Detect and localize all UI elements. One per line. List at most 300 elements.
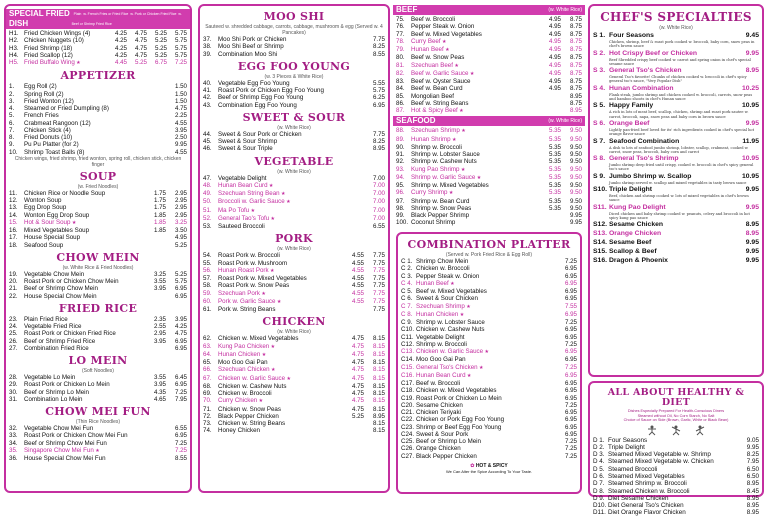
menu-item bbox=[401, 438, 577, 445]
item-number: 57. bbox=[203, 275, 212, 282]
chef-special-item bbox=[593, 138, 759, 146]
item-price: 7.75 bbox=[372, 266, 385, 274]
item-price: 9.05 bbox=[746, 436, 759, 444]
item-price-pint: 2.55 bbox=[153, 323, 166, 330]
item-name: Diet Orange Flavor Chicken bbox=[608, 509, 686, 517]
item-name: Orange Chicken bbox=[416, 445, 461, 453]
item-price: 7.00 bbox=[372, 198, 385, 206]
menu-item bbox=[9, 83, 187, 90]
item-number: S13. bbox=[593, 230, 607, 238]
item-number: C 9. bbox=[401, 319, 413, 326]
item-number: 87. bbox=[396, 107, 405, 114]
item-price: 7.00 bbox=[372, 214, 385, 222]
item-name: Beef or Shrimp Lo Mein bbox=[416, 438, 481, 445]
item-price: 6.95 bbox=[564, 295, 577, 303]
item-price-pint: 4.55 bbox=[351, 297, 364, 305]
menu-item bbox=[203, 190, 385, 198]
item-price: 9.50 bbox=[569, 127, 582, 135]
item-number: C25. bbox=[401, 438, 415, 445]
item-name: Hunan Shrimp ★ bbox=[411, 136, 540, 144]
item-price: 4.75 bbox=[134, 51, 147, 59]
menu-item bbox=[203, 366, 385, 374]
item-price: 1.50 bbox=[174, 83, 187, 91]
item-number: S 5. bbox=[593, 102, 606, 110]
item-name: Shrimp w. Snow Peas bbox=[411, 204, 472, 212]
item-name: General Tso's Chicken ★ bbox=[416, 364, 556, 372]
item-name: Chicken w. Garlic Sauce ★ bbox=[416, 348, 556, 356]
item-price: 6.95 bbox=[174, 285, 187, 293]
item-price: 7.25 bbox=[564, 445, 577, 453]
item-price: 6.95 bbox=[564, 430, 577, 438]
item-number: D11. bbox=[593, 509, 606, 517]
item-number: 25. bbox=[9, 330, 18, 338]
item-name: Vegetable Chow Mei Fun bbox=[24, 425, 94, 432]
item-name: Mixed Vegetables Soup bbox=[24, 227, 90, 234]
item-price: 8.95 bbox=[746, 502, 759, 510]
item-price: 6.95 bbox=[564, 371, 577, 379]
item-price: 7.95 bbox=[746, 458, 759, 466]
moo-shi-list bbox=[203, 36, 385, 58]
item-description: Beef, chicken and shrimp cooked w. lots of mixed vegetables in chef's brown sauce bbox=[609, 194, 749, 203]
item-description: Chicken, shrimp, beef & roast pork cooked w. broccoli, baby corn, snow peas in chef's brown sauce bbox=[609, 40, 755, 49]
soup-title: SOUP bbox=[79, 169, 117, 183]
item-number: S 3. bbox=[593, 67, 606, 75]
seafood-title: SEAFOOD bbox=[396, 116, 436, 126]
item-price: 7.25 bbox=[564, 438, 577, 445]
menu-item bbox=[9, 91, 187, 98]
item-name: General Tso's Chicken bbox=[609, 67, 682, 75]
item-price-pint: 4.95 bbox=[548, 54, 561, 62]
chow-mei-fun-title: CHOW MEI FUN bbox=[45, 405, 151, 418]
item-name: Triple Delight bbox=[609, 186, 653, 194]
item-number: 1. bbox=[9, 83, 15, 91]
item-price: 8.15 bbox=[372, 390, 385, 397]
menu-item bbox=[9, 52, 187, 59]
item-name: Beef or Shrimp Egg Foo Young bbox=[218, 94, 304, 102]
item-price: 8.75 bbox=[569, 85, 582, 93]
item-price: 8.75 bbox=[569, 16, 582, 23]
item-price: 7.25 bbox=[564, 258, 577, 265]
menu-item bbox=[203, 267, 385, 275]
menu-item bbox=[9, 30, 187, 37]
item-price: 8.15 bbox=[372, 366, 385, 374]
item-number: 97. bbox=[396, 197, 405, 205]
diet-item bbox=[593, 488, 759, 495]
item-number: C24. bbox=[401, 430, 415, 438]
item-name: Spring Roll (2) bbox=[24, 90, 64, 98]
menu-item bbox=[9, 374, 187, 381]
item-number: 35. bbox=[9, 446, 18, 454]
healthy-diet-title: ALL ABOUT HEALTHY & DIET bbox=[607, 387, 745, 408]
menu-item bbox=[9, 219, 187, 227]
sweet-sour-title: SWEET & SOUR bbox=[242, 110, 346, 124]
item-name: Beef w. Broccoli bbox=[411, 16, 456, 23]
vegetable-subtitle: (w. White Rice) bbox=[277, 168, 311, 175]
item-name: Vegetable Chow Mein bbox=[24, 270, 85, 278]
item-price-pint: 4.95 bbox=[548, 78, 561, 85]
menu-item bbox=[203, 375, 385, 383]
item-number: 64. bbox=[203, 350, 212, 358]
item-name: Mongolian Beef bbox=[411, 92, 454, 100]
item-number: S 7. bbox=[593, 137, 606, 145]
item-name: Chicken Stick (4) bbox=[24, 126, 71, 134]
item-price-pint: 1.75 bbox=[153, 204, 166, 212]
menu-item bbox=[9, 242, 187, 249]
item-number: H1. bbox=[9, 30, 19, 37]
item-number: C13. bbox=[401, 348, 415, 355]
item-number: 24. bbox=[9, 323, 18, 330]
menu-item bbox=[396, 158, 582, 165]
combination-platter-subtitle: (Served w. Pork Fried Rice & Egg Roll) bbox=[445, 252, 533, 258]
item-name: Fried Buffalo Wing ★ bbox=[24, 59, 107, 67]
item-name: Hunan Chicken ★ bbox=[416, 311, 556, 319]
item-price-pint: 4.55 bbox=[351, 266, 364, 274]
item-price-pint: 3.95 bbox=[153, 285, 166, 293]
item-price-pint: 4.75 bbox=[351, 397, 364, 405]
item-price: 8.95 bbox=[569, 107, 582, 114]
menu-item bbox=[401, 356, 577, 363]
item-number: 16. bbox=[9, 227, 18, 234]
item-price: 6.75 bbox=[154, 59, 167, 66]
vegetable-list bbox=[203, 175, 385, 231]
menu-item bbox=[203, 282, 385, 289]
healthy-diet-desc-3: Choice of Sauce on Side (Brown, Garlic, White or Black Bean) bbox=[623, 418, 729, 422]
item-name: Hunan Roast Pork ★ bbox=[218, 267, 343, 275]
item-name: Combination Fried Rice bbox=[24, 344, 89, 352]
item-price-pint: 5.35 bbox=[548, 173, 561, 181]
exercise-figure-icon bbox=[693, 425, 707, 435]
item-name: Singapore Chow Mei Fun ★ bbox=[24, 447, 145, 455]
item-number: 95. bbox=[396, 182, 405, 189]
combination-platter-list bbox=[401, 258, 577, 460]
item-name: Chicken w. String Beans bbox=[218, 420, 286, 427]
sweet-sour-subtitle: (w. White Rice) bbox=[277, 124, 311, 131]
item-name: General Tso's Shrimp bbox=[609, 155, 679, 163]
chow-mei-fun-subtitle: (Thin Rice Noodles) bbox=[75, 419, 121, 425]
item-name: Sweet & Sour Pork or Chicken bbox=[218, 130, 302, 138]
item-name: Roast Pork w. Mixed Vegetables bbox=[218, 275, 307, 282]
item-number: C 8. bbox=[401, 310, 413, 318]
item-price: 9.95 bbox=[745, 248, 759, 256]
item-price: 8.95 bbox=[372, 412, 385, 420]
beef-list bbox=[396, 16, 582, 115]
item-description: Jumbo shrimp served w. scallop and mixed vegetables in tasty brown sauce bbox=[609, 180, 747, 185]
item-price-pint: 5.35 bbox=[548, 158, 561, 166]
item-price: 8.75 bbox=[569, 61, 582, 69]
item-name: Steamed Mixed Vegetable w. Chicken bbox=[608, 458, 714, 466]
menu-item bbox=[9, 396, 187, 403]
item-number: 33. bbox=[9, 432, 18, 440]
menu-item bbox=[9, 323, 187, 330]
item-price: 6.55 bbox=[174, 425, 187, 432]
seafood-header bbox=[393, 116, 585, 126]
item-price: 5.75 bbox=[174, 37, 187, 45]
item-price: 8.55 bbox=[372, 50, 385, 58]
item-price: 5.25 bbox=[134, 59, 147, 66]
item-number: 22. bbox=[9, 292, 18, 300]
item-name: Hot Crispy Beef or Chicken bbox=[609, 49, 698, 57]
item-name: Chicken or Pork Egg Foo Young bbox=[416, 416, 505, 424]
item-number: 69. bbox=[203, 390, 212, 397]
item-price-pint: 4.95 bbox=[548, 16, 561, 23]
item-number: 42. bbox=[203, 94, 212, 102]
item-number: C 6. bbox=[401, 295, 413, 303]
item-number: 67. bbox=[203, 374, 212, 382]
column-header: w. French Fries or Fried Rice bbox=[83, 12, 129, 16]
menu-item bbox=[401, 303, 577, 311]
item-number: 3. bbox=[9, 97, 15, 105]
chicken-list bbox=[203, 335, 385, 434]
hot-spicy-text: HOT & SPICY bbox=[475, 462, 508, 469]
item-name: Combination Moo Shi bbox=[218, 50, 278, 58]
chef-specialties-box bbox=[588, 4, 764, 377]
item-name: Roast Pork w. Snow Peas bbox=[218, 282, 290, 290]
item-name: Shrimp w. Lobster Sauce bbox=[411, 151, 480, 158]
hot-spicy-note: We Can Alter the Spice According To Your Taste. bbox=[445, 468, 533, 474]
item-name: Four Seasons bbox=[609, 32, 654, 39]
chef-special-item bbox=[593, 50, 759, 58]
chef-specialties-subtitle: (w. White Rice) bbox=[659, 25, 693, 31]
item-price: 6.95 bbox=[564, 387, 577, 395]
item-price: 7.75 bbox=[372, 306, 385, 313]
item-price-pint: 4.55 bbox=[351, 289, 364, 297]
menu-item bbox=[203, 131, 385, 138]
item-number: C26. bbox=[401, 445, 415, 453]
menu-item bbox=[396, 174, 582, 182]
item-number: 76. bbox=[396, 23, 405, 31]
item-price: 6.95 bbox=[564, 348, 577, 355]
item-price-pint: 4.75 bbox=[351, 374, 364, 382]
item-name: Szechuan Shrimp ★ bbox=[411, 127, 540, 135]
item-price: 9.50 bbox=[569, 197, 582, 205]
item-price: 5.75 bbox=[372, 87, 385, 94]
diet-item bbox=[593, 444, 759, 451]
item-number: 61. bbox=[203, 306, 212, 313]
menu-item bbox=[9, 316, 187, 323]
item-name: Sesame Chicken bbox=[416, 401, 463, 409]
item-price: 6.50 bbox=[746, 472, 759, 480]
item-number: 49. bbox=[203, 190, 212, 197]
pupu-description: Chicken wings, fried shrimp, fried wonton, spring roll, chicken stick, chicken finger bbox=[14, 155, 182, 168]
moo-shi-title: MOO SHI bbox=[263, 10, 325, 23]
item-price-pint: 4.55 bbox=[351, 252, 364, 260]
item-name: Diet General Tso's Chicken bbox=[608, 502, 684, 510]
item-number: 93. bbox=[396, 165, 405, 173]
egg-foo-young-subtitle: (w. 3 Pieces & White Rice) bbox=[264, 73, 324, 80]
item-number: C 4. bbox=[401, 279, 413, 287]
menu-item bbox=[9, 98, 187, 105]
item-name: Beef w. Bean Curd bbox=[411, 85, 463, 93]
menu-item bbox=[9, 447, 187, 455]
item-name: Hot & Spicy Beef ★ bbox=[411, 107, 540, 115]
item-number: 47. bbox=[203, 174, 212, 182]
menu-item bbox=[203, 275, 385, 282]
chow-mein-subtitle: (w. White Rice & Fried Noodles) bbox=[62, 264, 134, 271]
item-description: A dish to lots of seafood jumbo shrimp, lobster, scallop, crabmeat, cooked w. carrot, snow peas, broccoli, baby corn and carrot bbox=[609, 145, 749, 154]
item-number: S16. bbox=[593, 257, 607, 265]
appetizer-title: APPETIZER bbox=[60, 69, 136, 83]
item-price: 2.95 bbox=[174, 189, 187, 197]
item-name: Fried Shrimp (18) bbox=[24, 44, 73, 52]
soup-list bbox=[9, 190, 187, 249]
item-number: 88. bbox=[396, 127, 405, 135]
menu-item bbox=[203, 138, 385, 145]
item-name: Roast Pork w. Mushroom bbox=[218, 259, 288, 267]
diet-item bbox=[593, 509, 759, 516]
menu-item bbox=[9, 455, 187, 462]
item-number: 84. bbox=[396, 85, 405, 93]
item-price: 4.95 bbox=[174, 234, 187, 242]
item-price: 7.25 bbox=[564, 319, 577, 326]
item-number: 70. bbox=[203, 397, 212, 405]
item-name: Wonton Egg Drop Soup bbox=[24, 211, 90, 219]
item-number: 32. bbox=[9, 425, 18, 432]
item-number: D 7. bbox=[593, 480, 605, 488]
chef-special-item bbox=[593, 102, 759, 110]
item-price: 6.95 bbox=[174, 344, 187, 352]
chef-special-item bbox=[593, 186, 759, 194]
item-price: 6.95 bbox=[564, 310, 577, 318]
item-number: 82. bbox=[396, 69, 405, 77]
item-price-pint: 5.35 bbox=[548, 182, 561, 189]
item-name: Chicken w. Garlic Sauce ★ bbox=[218, 375, 343, 383]
item-price: 4.75 bbox=[174, 105, 187, 112]
item-number: 60. bbox=[203, 297, 212, 305]
item-price: 7.55 bbox=[564, 302, 577, 310]
item-name: Roast Pork or Chicken Lo Mein bbox=[24, 381, 110, 389]
item-name: Moo Goo Gai Pan bbox=[416, 356, 466, 364]
item-number: C10. bbox=[401, 326, 415, 334]
item-number: 79. bbox=[396, 46, 405, 53]
egg-foo-young-title: EGG FOO YOUNG bbox=[237, 59, 351, 73]
item-number: D10. bbox=[593, 502, 607, 510]
menu-item bbox=[401, 431, 577, 438]
item-price: 6.25 bbox=[372, 94, 385, 102]
diet-item bbox=[593, 502, 759, 509]
item-price-pint: 4.95 bbox=[548, 37, 561, 45]
moo-shi-subtitle: Sauteed w. shredded cabbage, carrots, cabbage, mushroom & egg (Served w. 4 Pancakes) bbox=[205, 24, 383, 36]
item-price: 6.95 bbox=[564, 394, 577, 402]
item-name: Ma Po Tofu ★ bbox=[218, 207, 343, 215]
item-number: 4. bbox=[9, 105, 15, 112]
item-price: 8.15 bbox=[372, 335, 385, 343]
item-name: Sweet & Sour Chicken bbox=[416, 295, 478, 303]
menu-item bbox=[401, 341, 577, 348]
item-price-pint: 4.55 bbox=[351, 275, 364, 282]
item-number: 43. bbox=[203, 101, 212, 109]
item-number: 5. bbox=[9, 112, 15, 120]
menu-item bbox=[9, 285, 187, 292]
item-price: 6.95 bbox=[564, 279, 577, 287]
item-price: 10.25 bbox=[741, 84, 759, 92]
diet-item bbox=[593, 480, 759, 487]
menu-item bbox=[401, 416, 577, 423]
item-price: 6.95 bbox=[174, 381, 187, 389]
item-price: 8.15 bbox=[372, 342, 385, 350]
menu-item bbox=[203, 51, 385, 58]
item-number: 20. bbox=[9, 278, 18, 285]
item-number: 45. bbox=[203, 138, 212, 145]
item-number: 85. bbox=[396, 92, 405, 100]
item-number: 14. bbox=[9, 211, 18, 219]
item-name: Pork w. String Beans bbox=[218, 306, 276, 313]
item-number: 78. bbox=[396, 37, 405, 45]
item-description: Diced chicken and baby shrimp cooked w. peanuts, celery and broccoli in hot spicy kung pao sauce bbox=[609, 211, 750, 220]
lo-mein-subtitle: (Soft Noodles) bbox=[82, 368, 114, 374]
item-price: 8.75 bbox=[569, 78, 582, 85]
item-price: 7.25 bbox=[564, 340, 577, 348]
item-number: 52. bbox=[203, 214, 212, 222]
menu-item bbox=[203, 383, 385, 390]
item-price: 4.25 bbox=[114, 37, 127, 45]
menu-item bbox=[396, 62, 582, 70]
column-header: w. Pork or Chicken Fried Rice bbox=[130, 12, 177, 16]
menu-item bbox=[9, 293, 187, 300]
menu-item bbox=[203, 252, 385, 259]
item-price: 5.25 bbox=[174, 241, 187, 249]
diet-item bbox=[593, 437, 759, 444]
menu-item bbox=[203, 343, 385, 351]
menu-item bbox=[401, 453, 577, 460]
item-name: Beef w. Garlic Sauce ★ bbox=[411, 70, 540, 78]
vegetable-title: VEGETABLE bbox=[254, 154, 334, 168]
menu-item bbox=[401, 372, 577, 380]
item-name: Szechuan Beef ★ bbox=[411, 62, 540, 70]
item-price: 9.50 bbox=[569, 182, 582, 189]
item-name: Jumbo Shrimp w. Scallop bbox=[609, 172, 692, 180]
item-price: 8.15 bbox=[372, 427, 385, 435]
menu-item bbox=[203, 80, 385, 87]
chef-special-item bbox=[593, 173, 759, 181]
beef-subtitle: (w. White Rice) bbox=[548, 7, 582, 13]
item-price: 8.95 bbox=[746, 494, 759, 502]
item-price: 4.25 bbox=[114, 30, 127, 37]
item-price: 7.75 bbox=[372, 289, 385, 297]
item-price: 9.50 bbox=[569, 173, 582, 181]
item-name: Triple Delight bbox=[608, 443, 645, 451]
menu-item bbox=[396, 219, 582, 226]
item-number: 63. bbox=[203, 342, 212, 350]
special-fried-dish-col-headers bbox=[72, 9, 187, 29]
item-number: D 1. bbox=[593, 436, 605, 444]
item-name: Orange Beef bbox=[609, 119, 650, 127]
item-name: Shrimp Toast Balls (8) bbox=[24, 148, 85, 156]
menu-item bbox=[203, 359, 385, 366]
item-price-pint: 5.35 bbox=[548, 143, 561, 151]
item-name: Chicken w. Cashew Nuts bbox=[416, 326, 485, 334]
menu-item bbox=[9, 190, 187, 197]
menu-item bbox=[9, 112, 187, 119]
item-price-pint: 1.85 bbox=[153, 218, 166, 226]
item-number: C17. bbox=[401, 380, 415, 387]
item-number: 26. bbox=[9, 337, 18, 345]
item-price: 7.75 bbox=[372, 36, 385, 43]
item-price: 7.75 bbox=[372, 297, 385, 305]
item-name: Sauteed Broccoli bbox=[218, 223, 265, 230]
item-number: 75. bbox=[396, 16, 405, 23]
item-price: 9.95 bbox=[569, 219, 582, 227]
item-number: S 1. bbox=[593, 32, 606, 39]
item-price: 2.50 bbox=[174, 134, 187, 141]
item-number: C 2. bbox=[401, 265, 413, 273]
item-name: Dragon & Phoenix bbox=[609, 257, 668, 265]
item-price: 5.25 bbox=[154, 51, 167, 59]
item-name: Fried Donuts (10) bbox=[24, 134, 73, 141]
menu-column-3 bbox=[396, 4, 582, 493]
menu-item bbox=[203, 390, 385, 397]
item-price: 5.55 bbox=[372, 79, 385, 87]
item-name: Black Pepper Chicken bbox=[218, 412, 279, 420]
